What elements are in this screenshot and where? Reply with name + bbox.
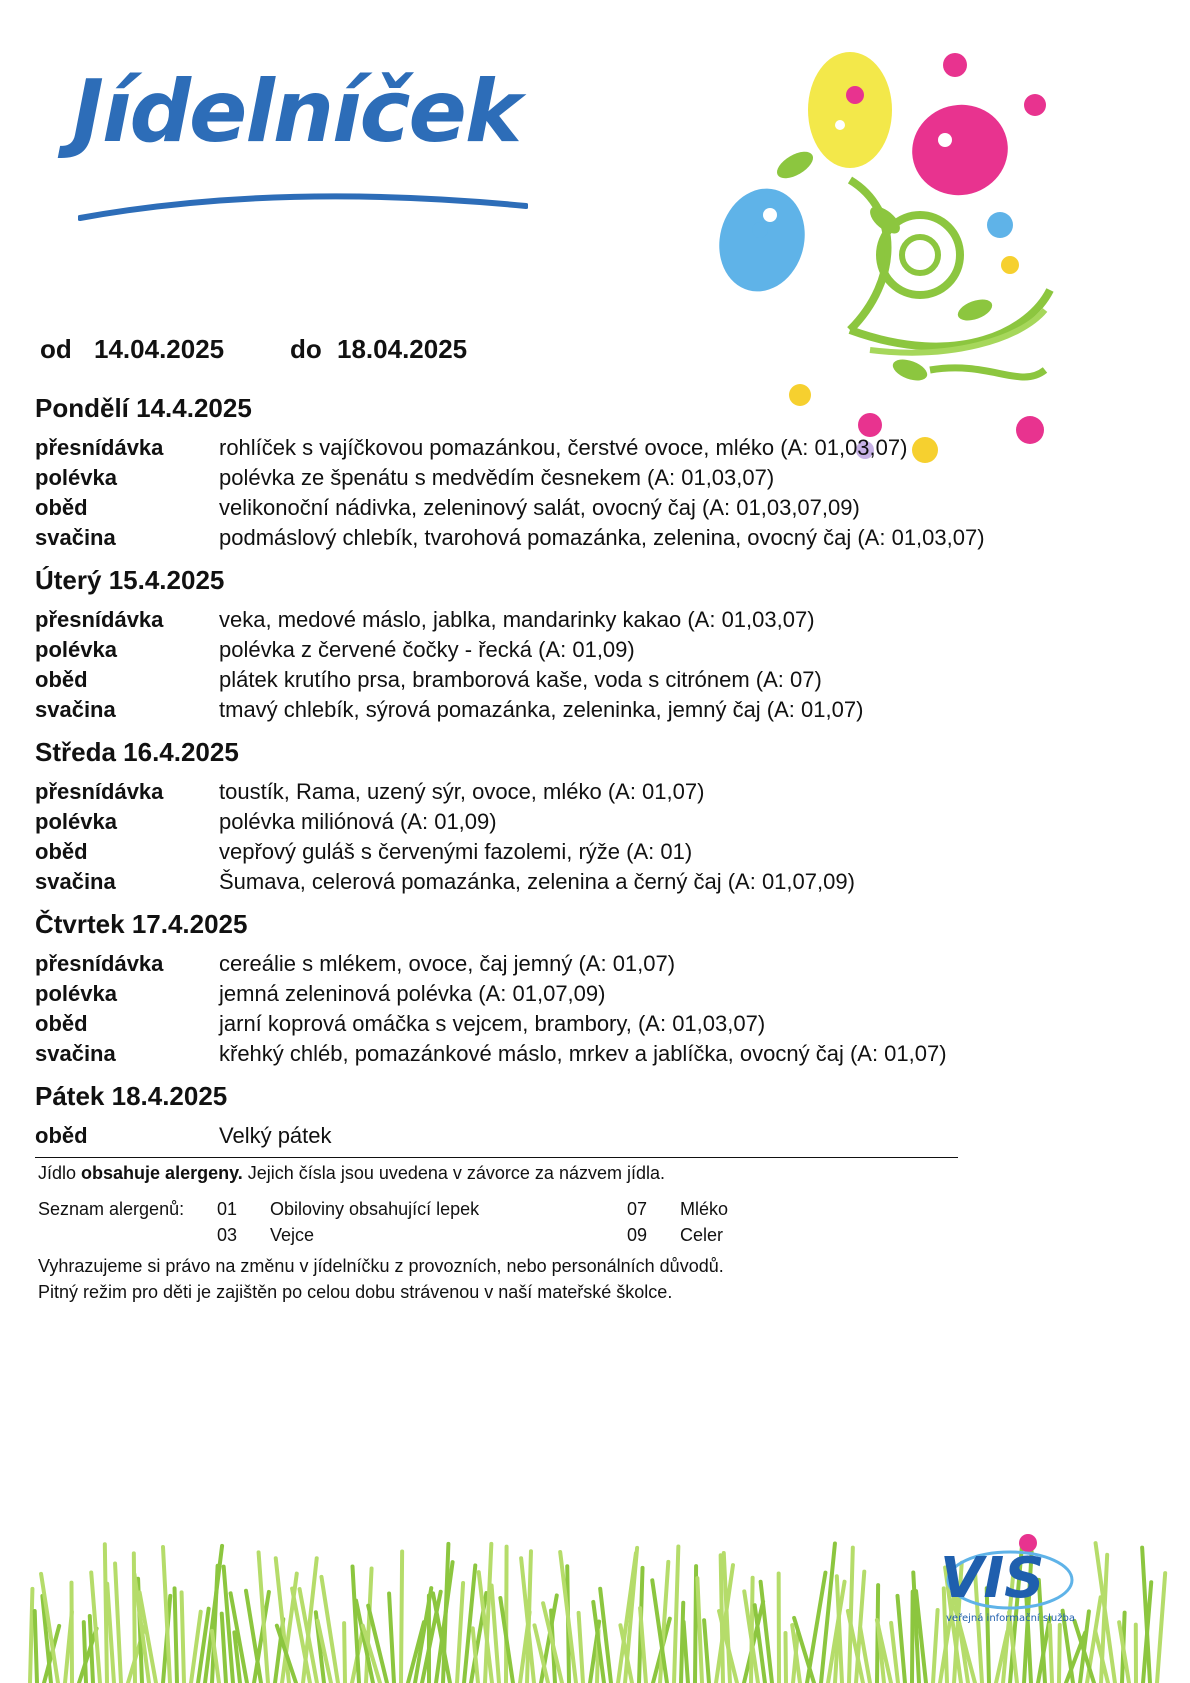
meal-label: přesnídávka xyxy=(35,951,164,976)
meal-text: velikonoční nádivka, zeleninový salát, ovocný čaj (A: 01,03,07,09) xyxy=(219,495,860,520)
grass-blade xyxy=(1157,1573,1165,1683)
meal-label: svačina xyxy=(35,525,116,550)
allergen-name: Obiloviny obsahující lepek xyxy=(270,1199,480,1219)
meal-label: polévka xyxy=(35,981,117,1006)
grass-blade xyxy=(35,1611,37,1683)
grass-blade xyxy=(389,1593,394,1683)
grass-blade xyxy=(84,1622,86,1683)
grass-blade xyxy=(182,1592,184,1683)
meal-label: oběd xyxy=(35,1123,88,1148)
grass-blade xyxy=(401,1551,402,1683)
meal-label: oběd xyxy=(35,839,88,864)
date-from: 14.04.2025 xyxy=(94,334,225,364)
grass-blade xyxy=(457,1583,463,1683)
grass-blade xyxy=(175,1588,177,1683)
grass-blade xyxy=(222,1614,226,1683)
meal-text: polévka miliónová (A: 01,09) xyxy=(219,809,497,834)
date-to-label: do xyxy=(290,334,322,364)
grass-blade xyxy=(105,1544,107,1683)
allergen-code: 01 xyxy=(217,1199,238,1219)
title-underline-swoosh xyxy=(78,180,528,230)
grass-blade xyxy=(344,1623,345,1683)
meal-text: jarní koprová omáčka s vejcem, brambory, (A: 01,03,07) xyxy=(219,1011,766,1036)
meal-label: svačina xyxy=(35,1041,116,1066)
day-heading: Úterý 15.4.2025 xyxy=(35,565,225,595)
grass-blade xyxy=(704,1620,709,1683)
grass-blade xyxy=(90,1616,93,1683)
allergen-name: Celer xyxy=(680,1225,724,1245)
grass-blade xyxy=(579,1613,583,1683)
meal-text: vepřový guláš s červenými fazolemi, rýže (A: 01) xyxy=(219,839,693,864)
meal-text: jemná zeleninová polévka (A: 01,07,09) xyxy=(219,981,606,1006)
meal-text: polévka z červené čočky - řecká (A: 01,09) xyxy=(219,637,635,662)
meal-label: oběd xyxy=(35,1011,88,1036)
disclaimer-line: Pitný režim pro děti je zajištěn po celou dobu strávenou v naší mateřské školce. xyxy=(38,1282,673,1302)
grass-blade xyxy=(897,1596,905,1683)
grass-blade xyxy=(697,1578,702,1683)
allergen-code: 07 xyxy=(627,1199,648,1219)
allergen-name: Mléko xyxy=(680,1199,729,1219)
meal-label: svačina xyxy=(35,869,116,894)
allergen-code: 09 xyxy=(627,1225,648,1245)
grass-blade xyxy=(115,1563,121,1683)
meal-text: veka, medové máslo, jablka, mandarinky kakao (A: 01,03,07) xyxy=(219,607,815,632)
allergen-note-suffix: Jejich čísla jsou uvedena v závorce za názvem jídla. xyxy=(247,1163,665,1183)
meal-text: křehký chléb, pomazánkové máslo, mrkev a jablíčka, ovocný čaj (A: 01,07) xyxy=(219,1041,947,1066)
meal-label: svačina xyxy=(35,697,116,722)
grass-blade xyxy=(1050,1625,1052,1683)
grass-blade xyxy=(681,1603,683,1683)
allergen-name: Vejce xyxy=(270,1225,315,1245)
meal-text: podmáslový chlebík, tvarohová pomazánka, zelenina, ovocný čaj (A: 01,03,07) xyxy=(219,525,985,550)
grass-blade xyxy=(1059,1625,1060,1683)
day-heading: Pátek 18.4.2025 xyxy=(35,1081,228,1111)
meal-text: polévka ze špenátu s medvědím česnekem (A: 01,03,07) xyxy=(219,465,775,490)
meal-label: polévka xyxy=(35,637,117,662)
meal-label: přesnídávka xyxy=(35,779,164,804)
meal-label: oběd xyxy=(35,667,88,692)
meal-text: cereálie s mlékem, ovoce, čaj jemný (A: 01,07) xyxy=(219,951,676,976)
vis-logo-tagline: veřejná informační služba xyxy=(946,1613,1075,1624)
allergen-note-prefix: Jídlo xyxy=(38,1163,77,1183)
meal-label: přesnídávka xyxy=(35,435,164,460)
date-to: 18.04.2025 xyxy=(337,334,468,364)
vis-logo-text: VIS xyxy=(940,1546,1045,1611)
meal-text: Velký pátek xyxy=(219,1123,332,1148)
vis-logo xyxy=(920,1525,1090,1625)
divider xyxy=(35,1157,958,1158)
meal-text: plátek krutího prsa, bramborová kaše, voda s citrónem (A: 07) xyxy=(219,667,822,692)
date-from-label: od xyxy=(40,334,72,364)
grass-blade xyxy=(492,1586,499,1683)
grass-blade xyxy=(912,1592,913,1683)
meal-text: Šumava, celerová pomazánka, zelenina a černý čaj (A: 01,07,09) xyxy=(219,869,855,894)
grass-blade xyxy=(891,1623,898,1683)
allergen-note-bold: obsahuje alergeny. xyxy=(81,1163,243,1183)
page-title: Jídelníček xyxy=(72,62,521,162)
meal-text: toustík, Rama, uzený sýr, ovoce, mléko (A: 01,07) xyxy=(219,779,705,804)
disclaimer-line: Vyhrazujeme si právo na změnu v jídelníčku z provozních, nebo personálních důvodů. xyxy=(38,1256,724,1276)
meal-text: tmavý chlebík, sýrová pomazánka, zeleninka, jemný čaj (A: 01,07) xyxy=(219,697,864,722)
day-heading: Čtvrtek 17.4.2025 xyxy=(35,909,248,939)
day-heading: Pondělí 14.4.2025 xyxy=(35,393,252,423)
grass-blade xyxy=(30,1589,32,1683)
grass-blade xyxy=(785,1633,786,1683)
allergen-code: 03 xyxy=(217,1225,238,1245)
grass-blade xyxy=(246,1591,261,1683)
day-heading: Středa 16.4.2025 xyxy=(35,737,239,767)
grass-blade xyxy=(506,1547,507,1683)
meal-label: polévka xyxy=(35,809,117,834)
meal-text: rohlíček s vajíčkovou pomazánkou, čerstvé ovoce, mléko (A: 01,03,07) xyxy=(219,435,908,460)
grass-blade xyxy=(684,1622,688,1683)
allergen-list-label: Seznam alergenů: xyxy=(38,1199,185,1219)
allergen-note xyxy=(38,1163,665,1184)
grass-blade xyxy=(71,1583,72,1683)
meal-label: polévka xyxy=(35,465,117,490)
meal-label: přesnídávka xyxy=(35,607,164,632)
meal-label: oběd xyxy=(35,495,88,520)
grass-blade xyxy=(674,1546,678,1683)
easter-eggs-flowers-decoration xyxy=(700,30,1140,500)
